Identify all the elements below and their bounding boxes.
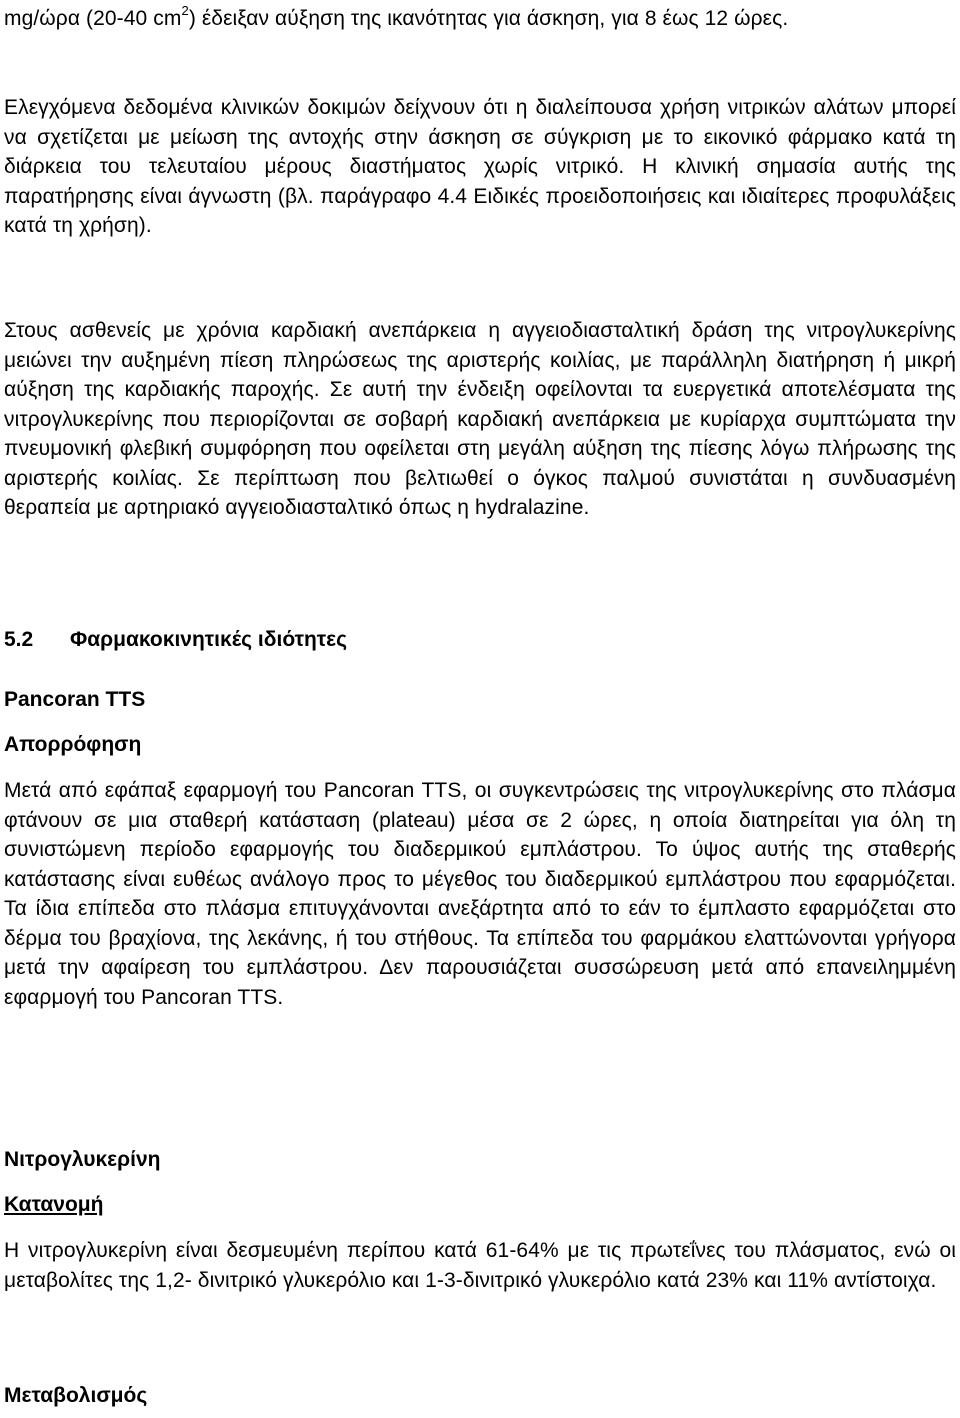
paragraph-distribution: Η νιτρογλυκερίνη είναι δεσμευμένη περίπου κατά 61-64% με τις πρωτεΐνες του πλάσματος, ενώ οι μεταβολίτες της 1,2- δινιτρικό γλυκερόλιο και 1-3-δινιτρικό γλυκερόλιο κατά 23% και 11% αντίστοιχα.	[4, 1239, 956, 1292]
subheading-pancoran: Pancoran TTS	[4, 688, 146, 711]
section-heading	[4, 628, 347, 652]
subheading-absorption: Απορρόφηση	[4, 733, 142, 756]
paragraph-exercise-capacity	[4, 4, 956, 34]
paragraph-heart-failure: Στους ασθενείς με χρόνια καρδιακή ανεπάρκεια η αγγειοδιασταλτική δράση της νιτρογλυκερίνης μειώνει την αυξημένη πίεση πληρώσεως της αριστερής κοιλίας, με παράλληλη διατήρηση ή μικρή αύξηση της καρδιακής παροχής. Σε αυτή την ένδειξη οφείλονται τα ευεργετικά αποτελέσματα της νιτρογλυκερίνης που περιορίζονται σε σοβαρή καρδιακή ανεπάρκεια με κυρίαρχα συμπτώματα την πνευμονική φλεβική συμφόρηση που οφείλεται στη μεγάλη αύξηση της πίεσης λόγω πλήρωσης της αριστερής κοιλίας. Σε περίπτωση που βελτιωθεί ο όγκος παλμού συνιστάται η συνδυασμένη θεραπεία με αρτηριακό αγγειοδιασταλτικό όπως η hydralazine.	[4, 319, 956, 519]
paragraph-absorption: Μετά από εφάπαξ εφαρμογή του Pancoran TTS, οι συγκεντρώσεις της νιτρογλυκερίνης στο πλάσμα φτάνουν σε μια σταθερή κατάσταση (plateau) μέσα σε 2 ώρες, η οποία διατηρείται για όλη τη συνιστώμενη περίοδο εφαρμογής του διαδερμικού εμπλάστρου. Το ύψος αυτής της σταθερής κατάστασης είναι ευθέως ανάλογο προς το μέγεθος του διαδερμικού εμπλάστρου που εφαρμόζεται. Τα ίδια επίπεδα στο πλάσμα επιτυγχάνονται ανεξάρτητα από το εάν το έμπλαστο εφαρμόζεται στο δέρμα του βραχίονα, της λεκάνης, ή του στήθους. Τα επίπεδα του φαρμάκου ελαττώνονται γρήγορα μετά την αφαίρεση του εμπλάστρου. Δεν παρουσιάζεται συσσώρευση μετά από επανειλημμένη εφαρμογή του Pancoran TTS.	[4, 779, 956, 1009]
section-number: 5.2	[4, 628, 34, 651]
subheading-nitroglycerin: Νιτρογλυκερίνη	[4, 1148, 161, 1171]
paragraph-text: ) έδειξαν αύξηση της ικανότητας για άσκηση, για 8 έως 12 ώρες.	[188, 7, 789, 30]
paragraph-text: mg/ώρα (20-40 cm	[4, 7, 182, 30]
section-title: Φαρμακοκινητικές ιδιότητες	[70, 628, 348, 651]
paragraph-clinical-trials: Ελεγχόμενα δεδομένα κλινικών δοκιμών δείχνουν ότι η διαλείπουσα χρήση νιτρικών αλάτων μπορεί να σχετίζεται με μείωση της αντοχής στην άσκηση σε σύγκριση με το εικονικό φάρμακο κατά τη διάρκεια του τελευταίου μέρους διαστήματος χωρίς νιτρικό. Η κλινική σημασία αυτής της παρατήρησης είναι άγνωστη (βλ. παράγραφο 4.4 Ειδικές προειδοποιήσεις και ιδιαίτερες προφυλάξεις κατά τη χρήση).	[4, 96, 956, 237]
subheading-distribution: Κατανομή	[4, 1193, 104, 1216]
superscript: 2	[181, 3, 189, 18]
subheading-metabolism: Μεταβολισμός	[4, 1384, 148, 1407]
